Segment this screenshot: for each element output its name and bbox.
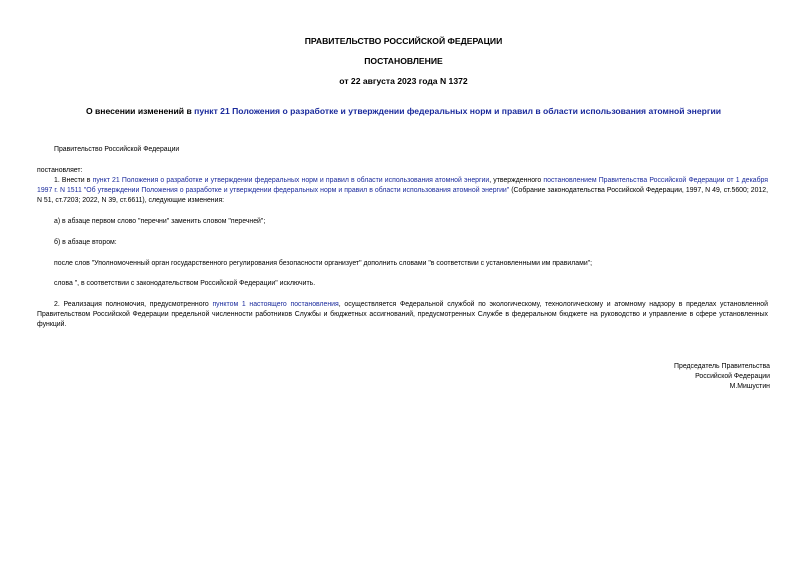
subject-prefix: О внесении изменений в xyxy=(85,106,195,116)
item-2-link[interactable]: пунктом 1 настоящего постановления xyxy=(212,301,339,308)
document-type: ПОСТАНОВЛЕНИЕ xyxy=(364,56,443,66)
subitem-a: а) в абзаце первом слово "перечни" заменить словом "перечней"; xyxy=(54,218,266,225)
document-date-number: от 22 августа 2023 года N 1372 xyxy=(339,76,468,86)
item-1-lead: 1. Внести в xyxy=(54,177,93,184)
government-title: ПРАВИТЕЛЬСТВО РОССИЙСКОЙ ФЕДЕРАЦИИ xyxy=(304,36,503,46)
item-1-link-clause[interactable]: пункт 21 Положения о разработке и утверждении федеральных норм и правил в области использования атомной энергии xyxy=(92,177,490,184)
document-subject xyxy=(37,106,770,117)
item-1-paragraph xyxy=(37,176,768,206)
document-page xyxy=(37,0,770,571)
item-1-mid: , утвержденного xyxy=(489,177,544,184)
issuer-text: Правительство Российской Федерации xyxy=(54,146,180,153)
signature-name: М.Мишустин xyxy=(729,383,770,390)
subitem-b: б) в абзаце втором: xyxy=(54,239,117,246)
subject-link[interactable]: пункт 21 Положения о разработке и утверждении федеральных норм и правил в области использования атомной энергии xyxy=(194,106,722,116)
item-2-paragraph xyxy=(37,300,768,330)
item-1-link-resolution[interactable]: постановлением Правительства Российской Федерации от 1 декабря 1997 г. N 1511 "Об утверждении Положения о разработке и утверждении федеральных норм и правил в области использования атомной энергии" xyxy=(37,177,769,194)
item-1-tail: (Собрание законодательства Российской Федерации, 1997, N 49, ст.5600; 2012, N 51, ст.7203; 2022, N 39, ст.6611), следующие изменения: xyxy=(37,187,768,204)
signature-country: Российской Федерации xyxy=(695,373,770,380)
after-words-paragraph: после слов "Уполномоченный орган государственного регулирования безопасности организует" дополнить словами "в соответствии с установленными им правилами"; xyxy=(54,260,593,267)
words-delete-paragraph: слова ", в соответствии с законодательством Российской Федерации" исключить. xyxy=(54,280,316,287)
item-2-lead: 2. Реализация полномочия, предусмотренного xyxy=(54,301,213,308)
item-2-tail: , осуществляется Федеральной службой по экологическому, технологическому и атомному надзору в пределах установленной Правительством Российской Федерации предельной численности работников Службы и бюджетных ассигнований, предусмотренных Службе в федеральном бюджете на руководство и управление в сфере установленных функций. xyxy=(37,301,768,328)
resolves-text: постановляет: xyxy=(37,167,83,174)
signature-position: Председатель Правительства xyxy=(674,363,770,370)
